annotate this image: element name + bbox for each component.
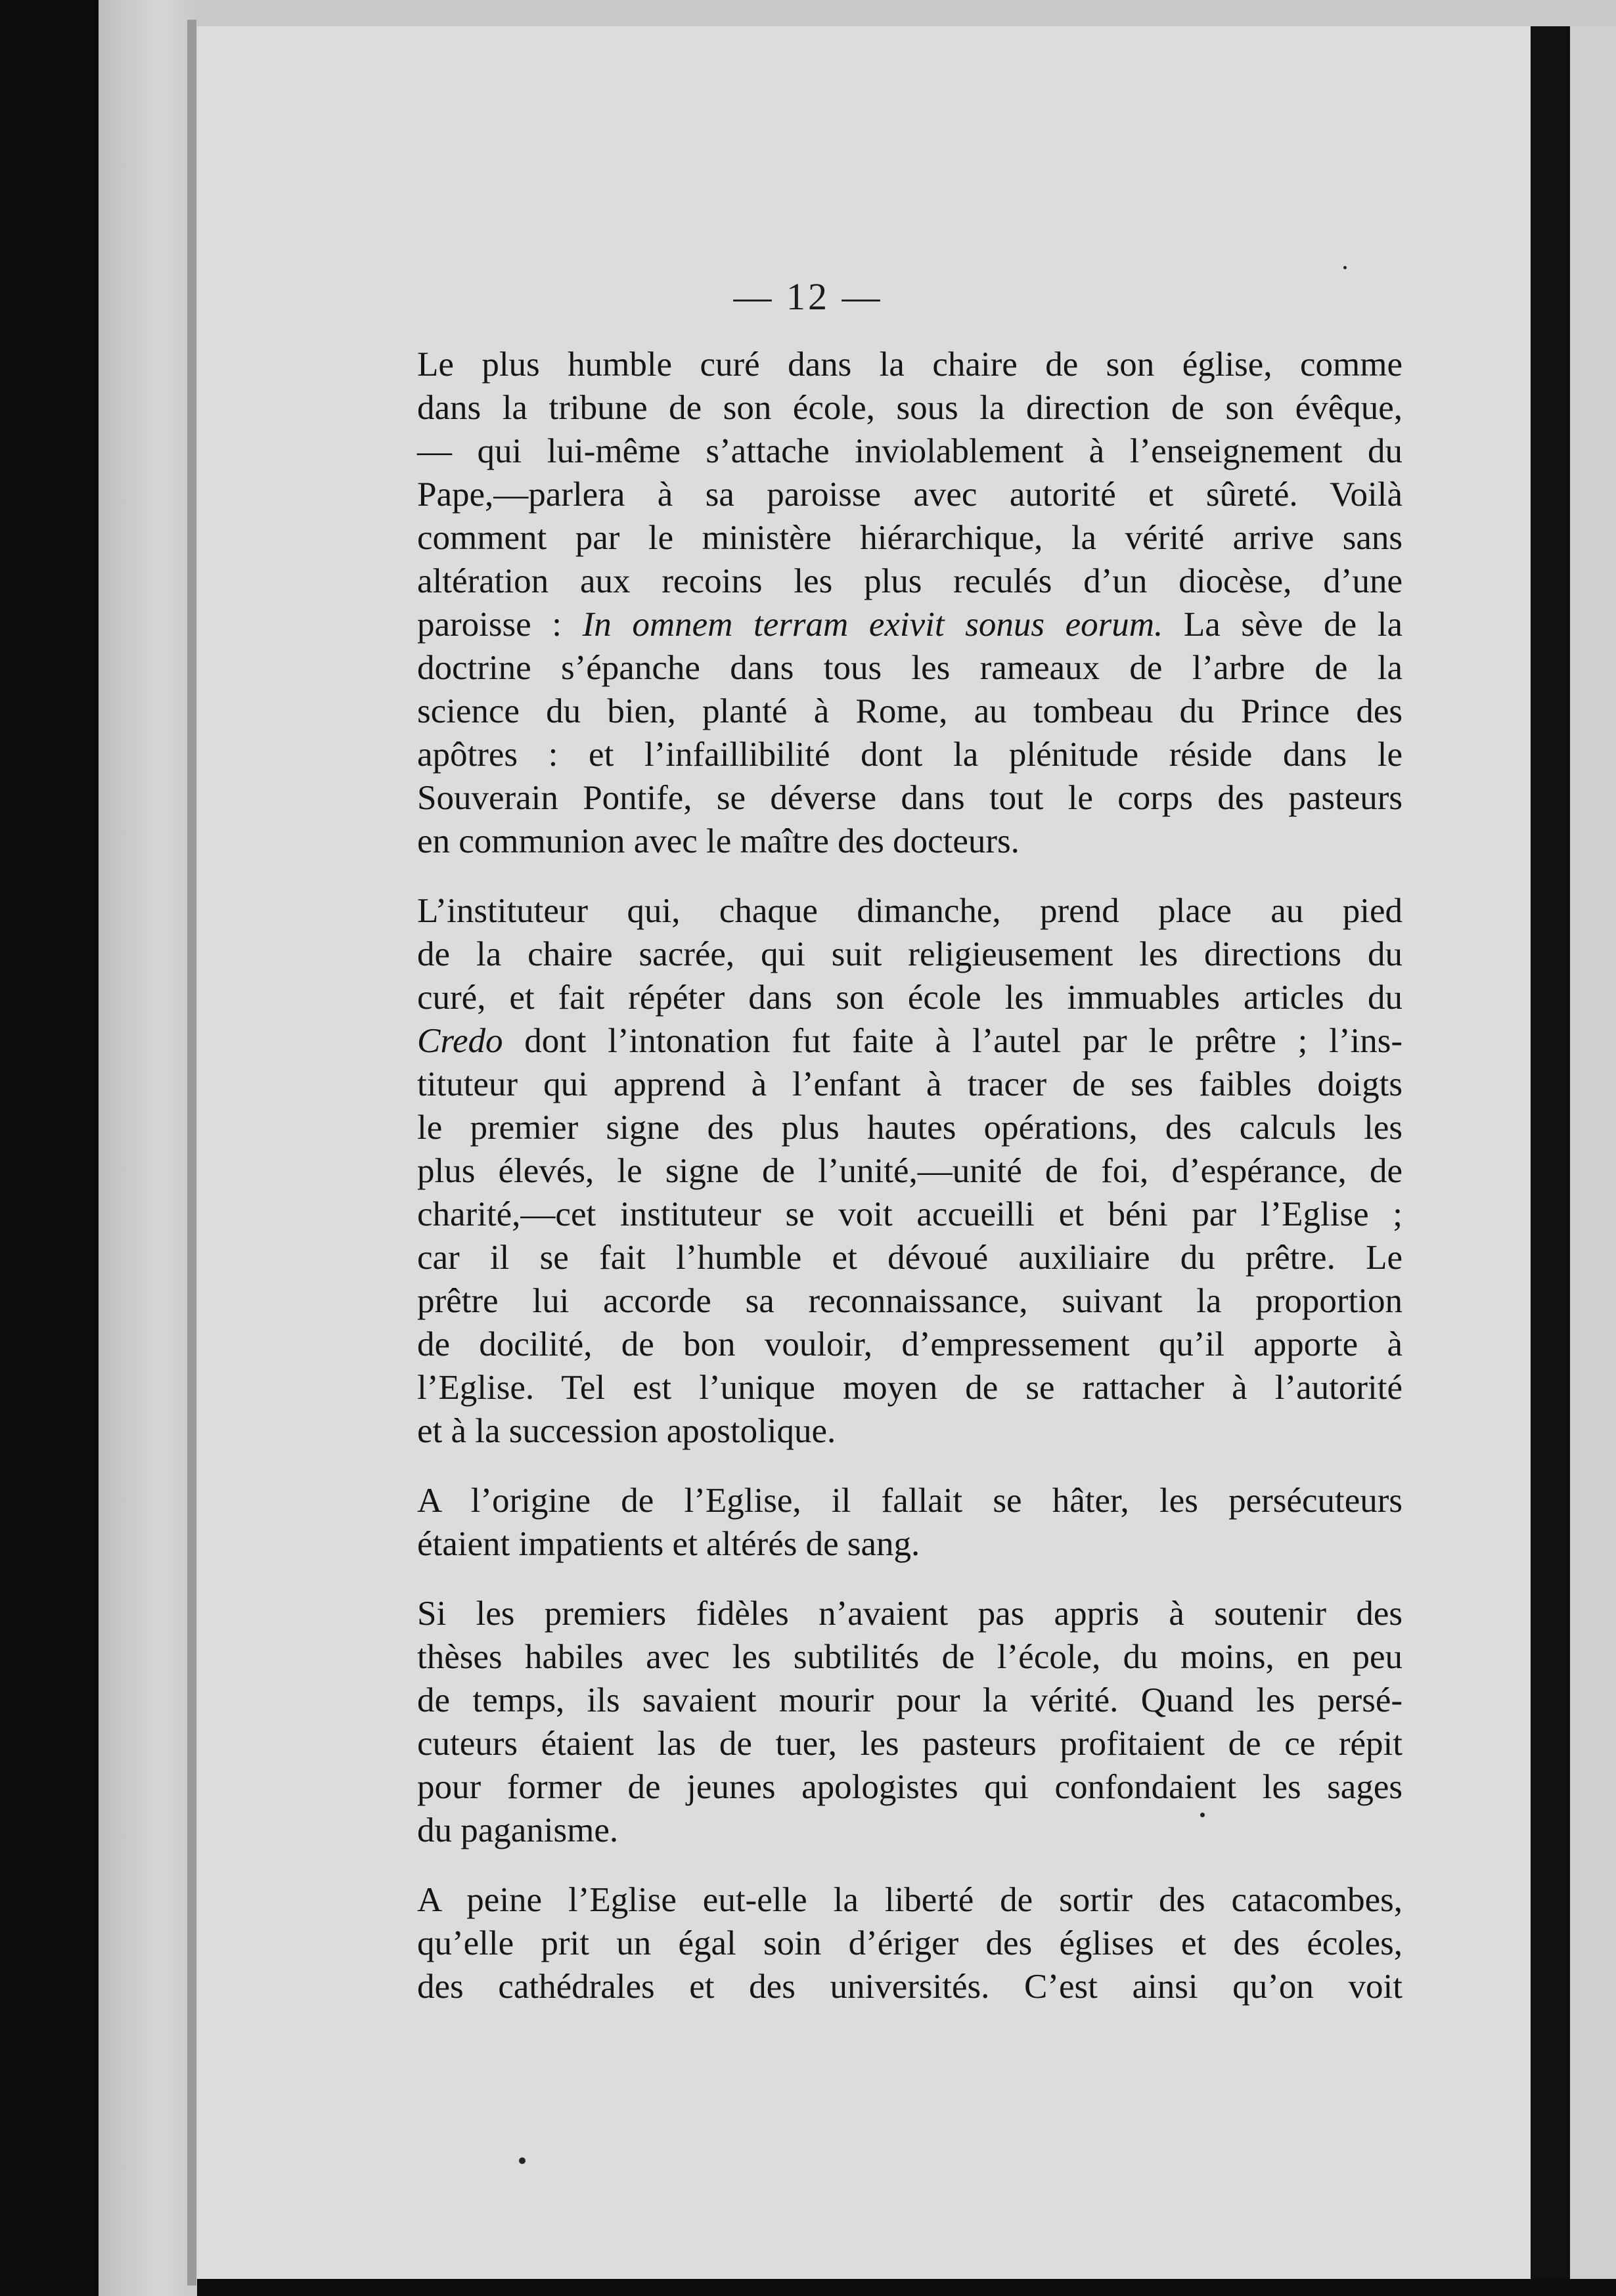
body-text	[417, 343, 1403, 2035]
page-number: — 12 —	[733, 275, 883, 318]
text-line: Si les premiers fidèles n’avaient pas appris à soutenir des	[417, 1595, 1403, 1633]
text-line: des cathédrales et des universités. C’est ainsi qu’on voit	[417, 1968, 1403, 2006]
text-line: de temps, ils savaient mourir pour la vérité. Quand les persé-	[417, 1681, 1403, 1719]
scan-left-margin	[99, 0, 197, 2296]
text-line: thèses habiles avec les subtilités de l’école, du moins, en peu	[417, 1638, 1403, 1676]
text-line: du paganisme.	[417, 1811, 619, 1849]
credo-word: Credo	[417, 1022, 503, 1060]
text-line: Le plus humble curé dans la chaire de son église, comme	[417, 345, 1403, 384]
text-line: apôtres : et l’infaillibilité dont la plénitude réside dans le	[417, 736, 1403, 774]
text-line: dans la tribune de son école, sous la direction de son évêque,	[417, 389, 1403, 427]
scan-top-margin	[99, 0, 1616, 28]
ink-speck	[1200, 1813, 1205, 1817]
ink-speck	[1343, 266, 1347, 269]
text-line: de docilité, de bon vouloir, d’empressement qu’il apporte à	[417, 1325, 1403, 1363]
text-line: charité,—cet instituteur se voit accueilli et béni par l’Eglise ;	[417, 1195, 1403, 1233]
text-line: doctrine s’épanche dans tous les rameaux de l’arbre de la	[417, 649, 1403, 687]
text-line: en communion avec le maître des docteurs.	[417, 822, 1020, 860]
text-line: — qui lui-même s’attache inviolablement à l’enseignement du	[417, 432, 1403, 470]
text-line: Pape,—parlera à sa paroisse avec autorité et sûreté. Voilà	[417, 475, 1403, 514]
text-line: étaient impatients et altérés de sang.	[417, 1525, 920, 1563]
text-line: curé, et fait répéter dans son école les immuables articles du	[417, 979, 1403, 1017]
text-line: car il se fait l’humble et dévoué auxiliaire du prêtre. Le	[417, 1239, 1403, 1277]
text-line: plus élevés, le signe de l’unité,—unité de foi, d’espérance, de	[417, 1152, 1403, 1190]
text-line: prêtre lui accorde sa reconnaissance, suivant la proportion	[417, 1282, 1403, 1320]
text-line: comment par le ministère hiérarchique, la vérité arrive sans	[417, 519, 1403, 557]
text-line: et à la succession apostolique.	[417, 1412, 836, 1450]
text-line: pour former de jeunes apologistes qui confondaient les sages	[417, 1768, 1403, 1806]
scan-right-margin	[1570, 26, 1616, 2279]
text-fragment: paroisse :	[417, 606, 583, 644]
text-line: l’Eglise. Tel est l’unique moyen de se rattacher à l’autorité	[417, 1369, 1403, 1407]
text-line-with-quote	[417, 603, 1403, 646]
page-left-edge	[187, 20, 196, 2285]
text-line: qu’elle prit un égal soin d’ériger des églises et des écoles,	[417, 1924, 1403, 1962]
ink-speck	[519, 2157, 526, 2164]
latin-quote: In omnem terram exivit sonus eorum.	[582, 606, 1163, 644]
paragraph-5	[417, 1878, 1403, 2008]
text-line: altération aux recoins les plus reculés d’un diocèse, d’une	[417, 562, 1403, 600]
paragraph-3	[417, 1479, 1403, 1566]
paragraph-2	[417, 889, 1403, 1453]
text-fragment: La sève de la	[1183, 606, 1403, 644]
text-line-with-credo	[417, 1019, 1403, 1063]
text-line: A l’origine de l’Eglise, il fallait se hâter, les persécuteurs	[417, 1482, 1403, 1520]
text-line: de la chaire sacrée, qui suit religieusement les directions du	[417, 935, 1403, 973]
text-line: tituteur qui apprend à l’enfant à tracer de ses faibles doigts	[417, 1065, 1403, 1103]
scan-binding-shadow	[1531, 26, 1570, 2279]
text-line: science du bien, planté à Rome, au tombeau du Prince des	[417, 692, 1403, 730]
text-fragment: dont l’intonation fut faite à l’autel par le prêtre ; l’ins-	[503, 1022, 1403, 1060]
paragraph-1	[417, 343, 1403, 863]
text-line: A peine l’Eglise eut-elle la liberté de sortir des catacombes,	[417, 1881, 1403, 1919]
text-line: L’instituteur qui, chaque dimanche, prend place au pied	[417, 892, 1403, 930]
text-line: cuteurs étaient las de tuer, les pasteurs profitaient de ce répit	[417, 1725, 1403, 1763]
text-line: Souverain Pontife, se déverse dans tout le corps des pasteurs	[417, 779, 1403, 817]
paragraph-4	[417, 1592, 1403, 1852]
text-line: le premier signe des plus hautes opérations, des calculs les	[417, 1109, 1403, 1147]
